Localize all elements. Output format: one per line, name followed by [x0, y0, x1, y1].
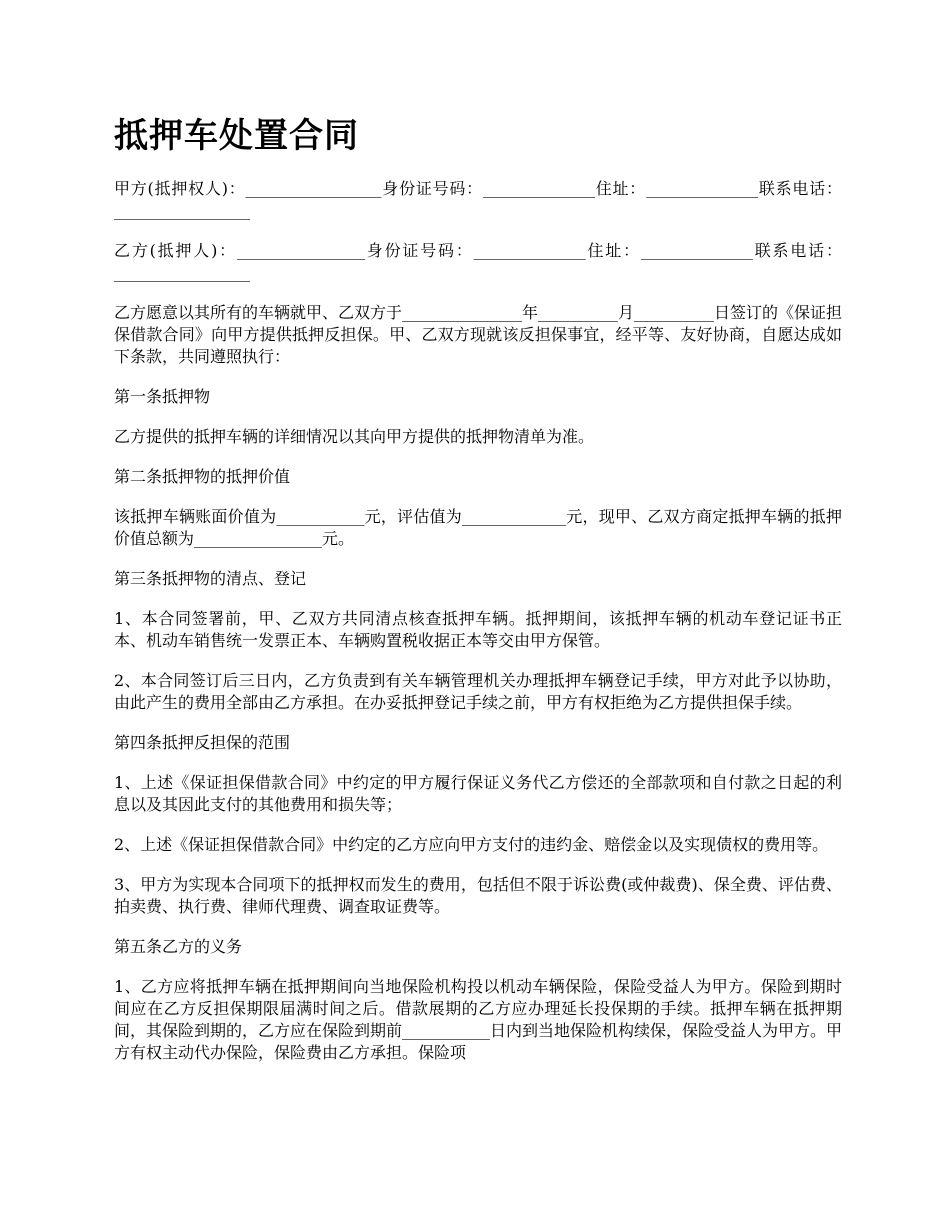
- article-3-clause-1: 1、本合同签署前，甲、乙双方共同清点核查抵押车辆。抵押期间，该抵押车辆的机动车登记证书正本、机动车销售统一发票正本、车辆购置税收据正本等交由甲方保管。: [114, 609, 842, 650]
- article-3-clause-2: 2、本合同签订后三日内，乙方负责到有关车辆管理机关办理抵押车辆登记手续，甲方对此予以协助，由此产生的费用全部由乙方承担。在办妥抵押登记手续之前，甲方有权拒绝为乙方提供担保手续。: [114, 671, 842, 712]
- article-2-heading: 第二条抵押物的抵押价值: [114, 467, 291, 486]
- preamble: 乙方愿意以其所有的车辆就甲、乙双方于_______________年__________月__________日签订的《保证担保借款合同》向甲方提供抵押反担保。甲、乙双方现就该反担保事宜，经平等、友好协商，自愿达成如下条款，共同遵照执行：: [114, 303, 843, 366]
- party-b-info: 乙方(抵押人)：________________身份证号码：______________住址：______________联系电话：_________________: [114, 241, 842, 282]
- article-4-clause-3: 3、甲方为实现本合同项下的抵押权而发生的费用，包括但不限于诉讼费(或仲裁费)、保全费、评估费、拍卖费、执行费、律师代理费、调查取证费等。: [114, 875, 842, 916]
- article-4-clause-2: 2、上述《保证担保借款合同》中约定的乙方应向甲方支付的违约金、赔偿金以及实现债权的费用等。: [114, 835, 829, 854]
- party-a-info: 甲方(抵押权人)：_________________身份证号码：______________住址：______________联系电话：_________________: [114, 179, 842, 220]
- document-body: [114, 178, 842, 1082]
- article-4-clause-1: 1、上述《保证担保借款合同》中约定的甲方履行保证义务代乙方偿还的全部款项和自付款之日起的利息以及其因此支付的其他费用和损失等；: [114, 773, 842, 814]
- article-1-text: 乙方提供的抵押车辆的详细情况以其向甲方提供的抵押物清单为准。: [114, 427, 595, 446]
- article-1-heading: 第一条抵押物: [114, 387, 211, 406]
- article-2-text: 该抵押车辆账面价值为___________元，评估值为_____________元，现甲、乙双方商定抵押车辆的抵押价值总额为________________元。: [114, 507, 842, 548]
- document-title: 抵押车处置合同: [114, 116, 359, 156]
- article-4-heading: 第四条抵押反担保的范围: [114, 733, 291, 752]
- article-5-heading: 第五条乙方的义务: [114, 937, 243, 956]
- article-5-clause-1: 1、乙方应将抵押车辆在抵押期间向当地保险机构投以机动车辆保险，保险受益人为甲方。保险到期时间应在乙方反担保期限届满时间之后。借款展期的乙方应办理延长投保期的手续。抵押车辆在抵押期间，其保险到期的，乙方应在保险到期前___________日内到当地保险机构续保，保险受益人为甲方。甲方有权主动代办保险，保险费由乙方承担。保险项: [114, 977, 843, 1062]
- article-3-heading: 第三条抵押物的清点、登记: [114, 569, 307, 588]
